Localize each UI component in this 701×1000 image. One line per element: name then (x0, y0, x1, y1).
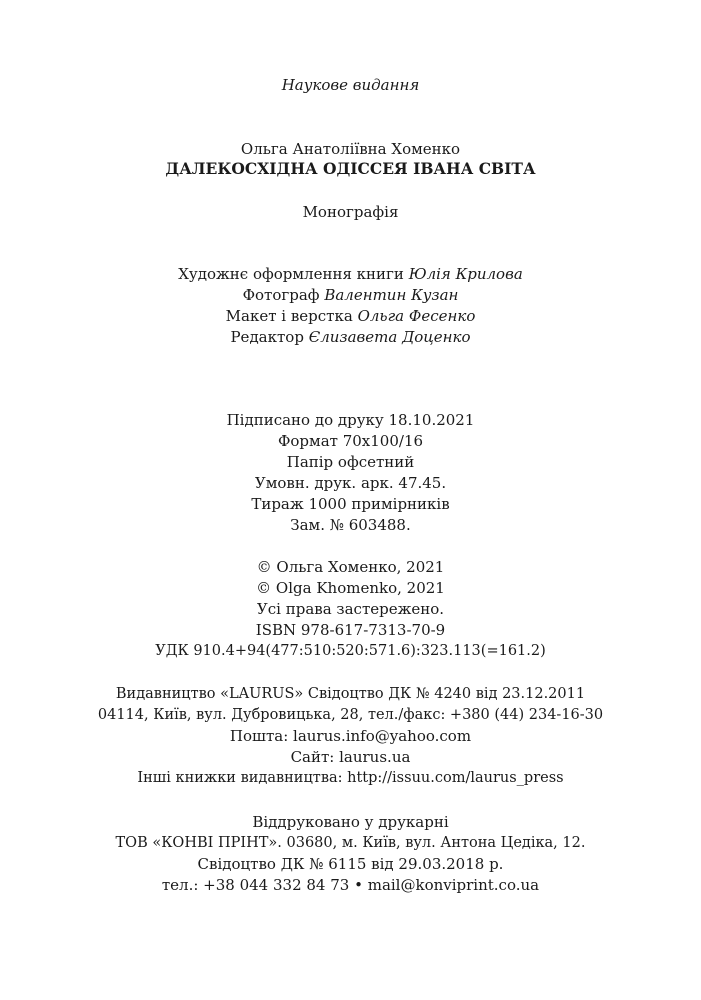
book-title: ДАЛЕКОСХІДНА ОДІССЕЯ ІВАНА СВІТА (165, 159, 536, 178)
print-detail: Підписано до друку 18.10.2021 (226, 411, 475, 429)
book-genre: Монографія (302, 203, 399, 221)
printer-certificate: Свідоцтво ДК № 6115 від 29.03.2018 р. (197, 855, 504, 873)
rights-line: © Olga Khomenko, 2021 (256, 579, 445, 597)
publisher-address: 04114, Київ, вул. Дубровицька, 28, тел./факс: +380 (44) 234-16-30 (97, 707, 604, 723)
isbn: ISBN 978-617-7313-70-9 (255, 621, 446, 639)
print-detail: Папір офсетний (286, 453, 415, 471)
credit-name: Юлія Крилова (408, 265, 523, 283)
print-detail: Умовн. друк. арк. 47.45. (254, 474, 447, 492)
rights-line: Усі права застережено. (256, 600, 445, 618)
publisher-site: Сайт: laurus.ua (290, 748, 411, 766)
publisher-line: Видавництво «LAURUS» Свідоцтво ДК № 4240 від 23.12.2011 (115, 686, 586, 702)
credit-name: Єлизавета Доценко (308, 328, 471, 346)
printer-address: ТОВ «КОНВІ ПРІНТ». 03680, м. Київ, вул. Антона Цедіка, 12. (115, 835, 586, 851)
credit-line (0, 285, 701, 305)
print-detail: Формат 70х100/16 (277, 432, 424, 450)
edition-type: Наукове видання (281, 76, 420, 94)
credit-role: Фотограф (242, 286, 320, 304)
credit-name: Ольга Фесенко (357, 307, 476, 325)
credit-line (0, 327, 701, 347)
credit-line (0, 264, 701, 284)
credit-role: Макет і верстка (225, 307, 353, 325)
printer-contacts: тел.: +38 044 332 84 73 • mail@konviprint.co.ua (161, 876, 540, 894)
publisher-books-link: Інші книжки видавництва: http://issuu.com/laurus_press (137, 770, 564, 786)
print-detail: Тираж 1000 примірників (251, 495, 450, 513)
rights-line: © Ольга Хоменко, 2021 (256, 558, 445, 576)
author-name: Ольга Анатоліївна Хоменко (240, 140, 461, 158)
credit-name: Валентин Кузан (324, 286, 459, 304)
credit-role: Художнє оформлення книги (178, 265, 404, 283)
printer-line: Віддруковано у друкарні (252, 813, 449, 831)
udk: УДК 910.4+94(477:510:520:571.6):323.113(=161.2) (155, 643, 546, 659)
credit-line (0, 306, 701, 326)
credit-role: Редактор (230, 328, 304, 346)
print-detail: Зам. № 603488. (290, 516, 411, 534)
publisher-email: Пошта: laurus.info@yahoo.com (229, 727, 472, 745)
